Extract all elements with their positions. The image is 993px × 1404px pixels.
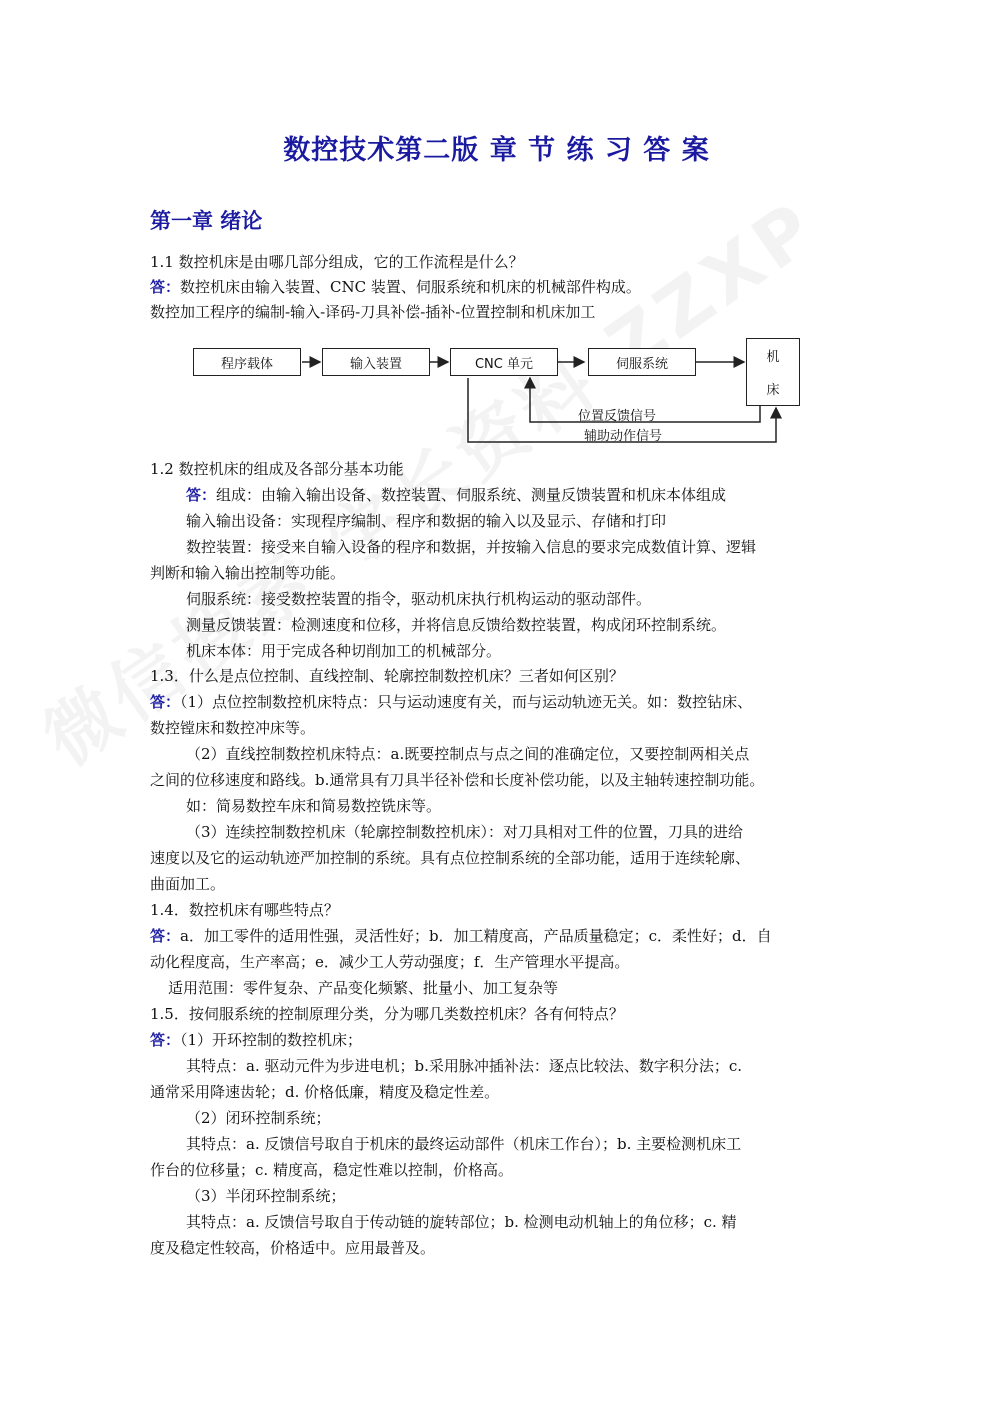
answer-text: 组成：由输入输出设备、数控装置、伺服系统、测量反馈装置和机床本体组成: [216, 486, 727, 504]
answer-1-2-line-4: 判断和输入输出控制等功能。: [150, 564, 346, 582]
answer-1-3-line-5: 如：简易数控车床和简易数控铣床等。: [186, 797, 442, 815]
workflow-text: 数控加工程序的编制-输入-译码-刀具补偿-插补-位置控制和机床加工: [150, 303, 596, 321]
answer-text: （1）点位控制数控机床特点：只与运动速度有关，而与运动轨迹无关。如：数控钻床、: [180, 693, 753, 711]
answer-text: a．加工零件的适用性强，灵活性好；b．加工精度高，产品质量稳定；c．柔性好；d．自: [180, 927, 772, 945]
answer-1-2-line-5: 伺服系统：接受数控装置的指令，驱动机床执行机构运动的驱动部件。: [186, 590, 652, 608]
answer-1-3-line-7: 速度以及它的运动轨迹严加控制的系统。具有点位控制系统的全部功能，适用于连续轮廓、: [150, 849, 751, 867]
answer-1-3-line-1: [150, 692, 752, 712]
question-1-4: 1.4．数控机床有哪些特点？: [150, 901, 339, 919]
answer-1-4-line-2: 动化程度高，生产率高；e．减少工人劳动强度；f．生产管理水平提高。: [150, 953, 630, 971]
question-1-3: 1.3．什么是点位控制、直线控制、轮廓控制数控机床？三者如何区别？: [150, 667, 624, 685]
answer-1-1: [150, 277, 641, 297]
box-machine-tool: [746, 338, 800, 406]
answer-text: 数控机床由输入装置、CNC 装置、伺服系统和机床的机械部件构成。: [180, 278, 641, 296]
answer-1-5-line-6: 作台的位移量；c. 精度高，稳定性难以控制，价格高。: [150, 1161, 513, 1179]
answer-1-4-line-1: [150, 926, 772, 946]
answer-1-5-line-3: 通常采用降速齿轮；d. 价格低廉，精度及稳定性差。: [150, 1083, 500, 1101]
question-1-2: 1.2 数控机床的组成及各部分基本功能: [150, 460, 404, 478]
answer-1-5-line-4: （2）闭环控制系统；: [186, 1109, 331, 1127]
document-title: 数控技术第二版 章 节 练 习 答 案: [283, 135, 710, 166]
answer-1-5-line-9: 度及稳定性较高，价格适中。应用最普及。: [150, 1239, 436, 1257]
answer-1-3-line-4: 之间的位移速度和路线。b.通常具有刀具半径补偿和长度补偿功能，以及主轴转速控制功能。: [150, 771, 765, 789]
answer-1-3-line-8: 曲面加工。: [150, 875, 226, 893]
answer-text: （1）开环控制的数控机床；: [180, 1031, 363, 1049]
answer-1-3-line-2: 数控镗床和数控冲床等。: [150, 719, 316, 737]
answer-1-4-line-3: 适用范围：零件复杂、产品变化频繁、批量小、加工复杂等: [168, 979, 559, 997]
answer-label: 答：: [150, 278, 181, 296]
question-1-1: 1.1 数控机床是由哪几部分组成，它的工作流程是什么？: [150, 253, 524, 271]
answer-1-3-line-3: （2）直线控制数控机床特点：a.既要控制点与点之间的准确定位，又要控制两相关点: [186, 745, 750, 763]
answer-1-2-line-2: 输入输出设备：实现程序编制、程序和数据的输入以及显示、存储和打印: [186, 512, 667, 530]
answer-1-2-line-1: [186, 485, 726, 505]
answer-1-2-line-7: 机床本体：用于完成各种切削加工的机械部分。: [186, 642, 502, 660]
answer-1-2-line-6: 测量反馈装置：检测速度和位移，并将信息反馈给数控装置，构成闭环控制系统。: [186, 616, 727, 634]
answer-label: 答：: [150, 693, 181, 711]
machine-label-top: 机: [766, 350, 780, 365]
answer-label: 答：: [150, 1031, 181, 1049]
chapter-heading: 第一章 绪论: [150, 209, 263, 233]
aux-signal-label: 辅助动作信号: [584, 429, 663, 444]
answer-1-2-line-3: 数控装置：接受来自输入设备的程序和数据，并按输入信息的要求完成数值计算、逻辑: [186, 538, 757, 556]
question-1-5: 1.5．按伺服系统的控制原理分类，分为哪几类数控机床？各有何特点？: [150, 1005, 624, 1023]
answer-1-5-line-7: （3）半闭环控制系统；: [186, 1187, 346, 1205]
cnc-flow-diagram: [180, 330, 820, 455]
answer-1-5-line-5: 其特点：a. 反馈信号取自于机床的最终运动部件（机床工作台）；b. 主要检测机床工: [186, 1135, 742, 1153]
box-servo-system: 伺服系统: [588, 348, 696, 376]
answer-1-5-line-8: 其特点：a. 反馈信号取自于传动链的旋转部位；b. 检测电动机轴上的角位移；c. 精: [186, 1213, 737, 1231]
answer-1-5-line-1: [150, 1030, 362, 1050]
answer-1-5-line-2: 其特点：a. 驱动元件为步进电机；b.采用脉冲插补法：逐点比较法、数字积分法；c.: [186, 1057, 743, 1075]
machine-label-bottom: 床: [766, 383, 780, 398]
box-input-device: 输入装置: [322, 348, 430, 376]
answer-label: 答：: [186, 486, 217, 504]
box-program-carrier: 程序载体: [193, 348, 301, 376]
box-cnc-unit: CNC 单元: [450, 348, 558, 376]
feedback-signal-label: 位置反馈信号: [578, 409, 657, 424]
answer-1-3-line-6: （3）连续控制数控机床（轮廓控制数控机床）：对刀具相对工件的位置，刀具的进给: [186, 823, 744, 841]
answer-label: 答：: [150, 927, 181, 945]
